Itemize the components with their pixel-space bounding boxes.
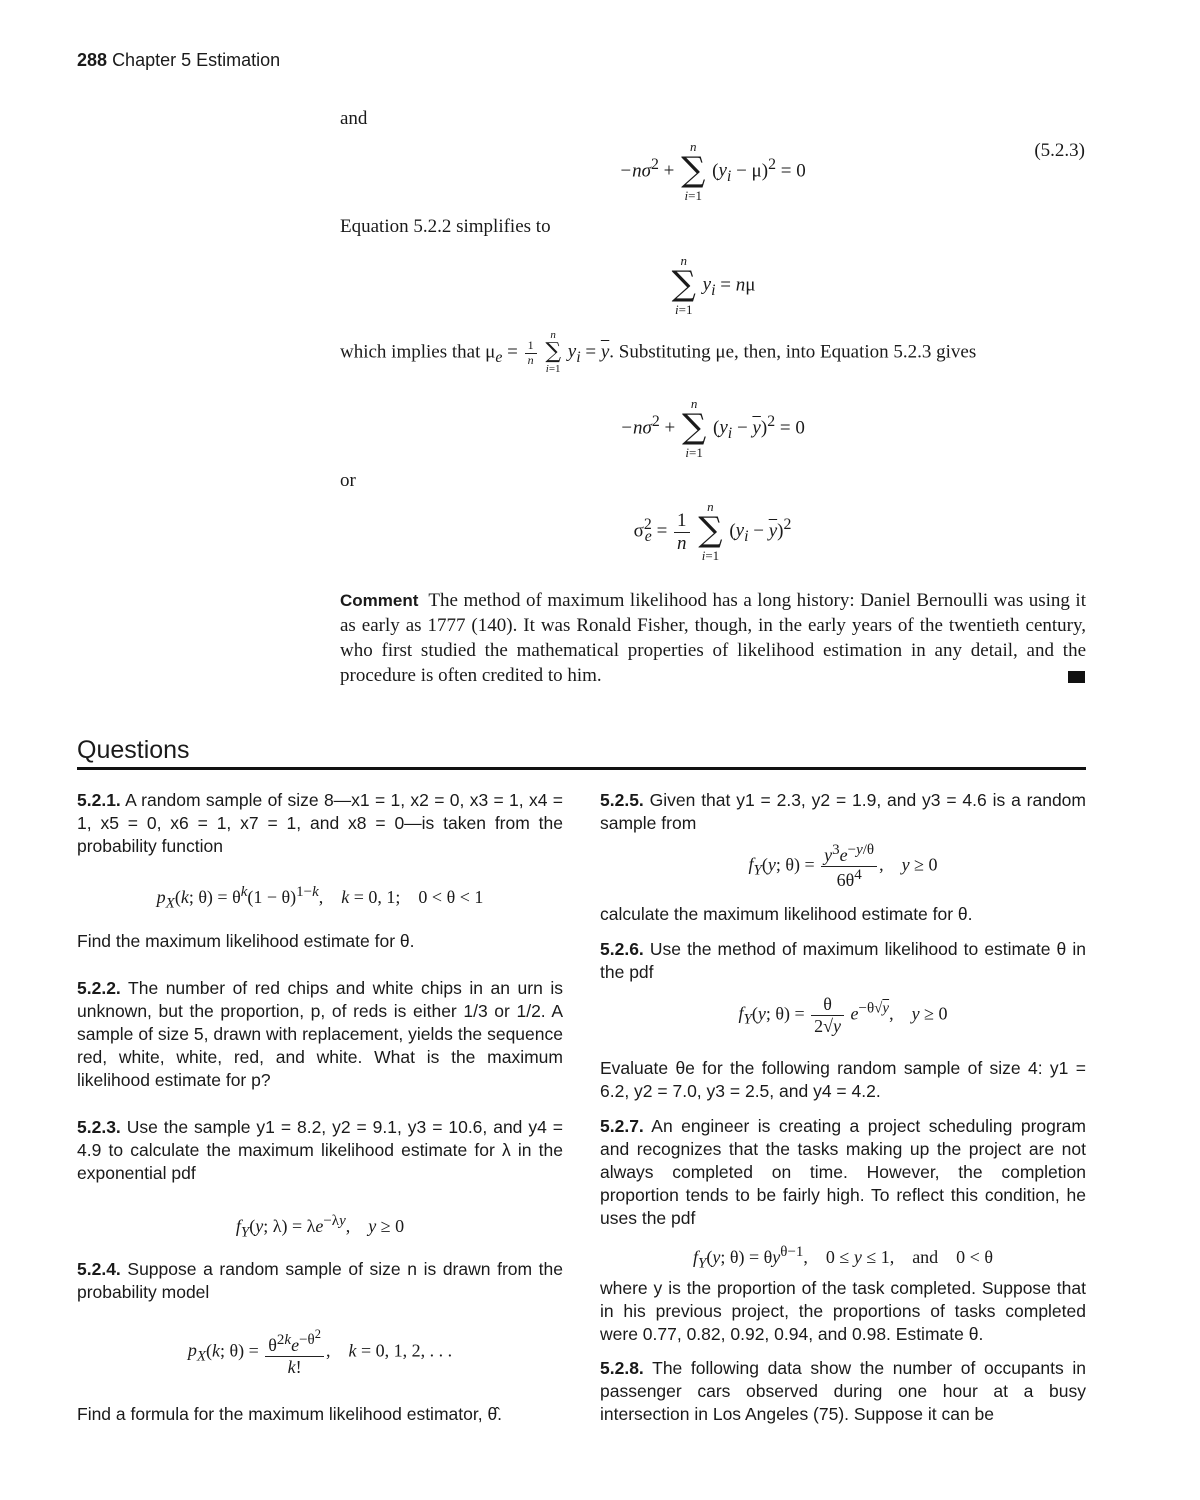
question-text: Given that y1 = 2.3, y2 = 1.9, and y3 = 4.6 is a random sample from [600, 790, 1086, 833]
question-5-2-8 [600, 1357, 1086, 1426]
questions-left-column [77, 789, 563, 1449]
question-5-2-5-after: calculate the maximum likelihood estimate for θ. [600, 904, 973, 924]
equation-q1: $p_X(k$; $\theta) = \theta^k(1 - \theta)^{1-k}$, k = 0, 1; 0 < θ < 1 [156, 884, 484, 912]
question-number: 5.2.5. [600, 790, 644, 810]
question-text: A random sample of size 8—x1 = 1, x2 = 0, x3 = 1, x4 = 1, x5 = 0, x6 = 1, x7 = 1, and x8 = 0—is taken from the probability function [77, 790, 563, 856]
equation-q6: $f_Y(y$; θ) = $\frac{\theta}{2√y}$ $e^{-\theta√y}$, y ≥ 0 [738, 994, 948, 1036]
chapter-title: Chapter 5 Estimation [112, 50, 281, 70]
question-number: 5.2.1. [77, 790, 121, 810]
equation-sigma-estimate: $\sigma^2_e$ = $\frac{1}{n}$ n ∑ i=1 $(y_i - \overline{y})^2$ [633, 499, 792, 563]
question-5-2-4-after: Find a formula for the maximum likelihood estimator, θ̂. [77, 1404, 503, 1424]
question-5-2-1 [77, 789, 563, 858]
question-5-2-4 [77, 1258, 563, 1304]
question-5-2-7 [600, 1115, 1086, 1230]
implies-suffix: . Substituting μe, then, into Equation 5.2.3 gives [609, 341, 977, 363]
question-number: 5.2.7. [600, 1116, 644, 1136]
question-text: Suppose a random sample of size n is drawn from the probability model [77, 1259, 564, 1302]
question-5-2-5 [600, 789, 1086, 835]
page-number: 288 [77, 50, 108, 70]
equation-sum-y: n ∑ i=1 $y_i = n\mu$ [671, 253, 756, 317]
question-5-2-3 [77, 1116, 563, 1185]
question-5-2-6-after: Evaluate θe for the following random sample of size 4: y1 = 6.2, y2 = 7.0, y3 = 2.5, and y4 = 4.2. [600, 1058, 1086, 1101]
equation-number: (5.2.3) [1034, 140, 1085, 161]
equation-substituted: $-n\sigma^2$ + n ∑ i=1 $(y_i - \overline{y})^2 = 0$ [620, 396, 805, 460]
question-text: Use the method of maximum likelihood to estimate θ in the pdf [600, 939, 1086, 982]
question-number: 5.2.3. [77, 1117, 121, 1137]
implies-prefix: which implies that [340, 341, 481, 363]
text-or: or [340, 470, 356, 491]
question-5-2-6 [600, 938, 1086, 984]
questions-right-column [600, 789, 1086, 1449]
comment-paragraph [340, 588, 1086, 688]
equation-5-2-3: $-n\sigma^2$ + n ∑ i=1 $(y_i - \mu)^2 = 0$ (5.2.3) [619, 139, 1085, 203]
question-number: 5.2.2. [77, 978, 121, 998]
text-and: and [340, 108, 368, 129]
questions-heading: Questions [77, 736, 190, 764]
text-simplifies: Equation 5.2.2 simplifies to [340, 216, 551, 237]
question-5-2-1-after: Find the maximum likelihood estimate for θ. [77, 931, 415, 951]
equation-q3: $f_Y(y$; $\lambda) = \lambda e^{-\lambda y}$, y ≥ 0 [235, 1213, 405, 1241]
question-number: 5.2.6. [600, 939, 644, 959]
question-5-2-2 [77, 977, 563, 1092]
comment-label: Comment [340, 591, 419, 610]
question-number: 5.2.4. [77, 1259, 121, 1279]
question-number: 5.2.8. [600, 1358, 644, 1378]
equation-q7: $f_Y(y$; $\theta) = \theta y^{\theta-1}$, 0 ≤ y ≤ 1, and 0 < θ [693, 1244, 993, 1272]
question-text: The following data show the number of occupants in passenger cars observed during one hour at a busy intersection in Los Angeles (75). Suppose it can be [600, 1358, 1087, 1424]
end-of-comment-mark [1068, 671, 1085, 683]
question-5-2-7-after: where y is the proportion of the task completed. Suppose that in his previous project, the proportions of tasks completed were 0.77, 0.82, 0.92, 0.94, and 0.98. Estimate θ. [600, 1278, 1086, 1344]
questions-rule [77, 767, 1086, 770]
running-head [77, 50, 280, 71]
text-implies: which implies that $\mu_e$ = $\frac{1}{n}$ n ∑ i=1 $y_i = \overline{y}$. Substituting μe, then, into Equation 5.2.3 gives [340, 329, 977, 375]
question-text: The number of red chips and white chips in an urn is unknown, but the proportion, p, of reds is either 1/3 or 1/2. A sample of size 5, drawn with replacement, yields the sequence red, white, white, red, and white. What is the maximum likelihood estimate for p? [77, 978, 563, 1090]
question-text: Use the sample y1 = 8.2, y2 = 9.1, y3 = 10.6, and y4 = 4.9 to calculate the maximum likelihood estimate for λ in the exponential pdf [77, 1117, 563, 1183]
equation-q5: $f_Y(y$; θ) = $\frac{y^3e^{-y/\theta}}{6\theta^4}$ , y ≥ 0 [748, 842, 938, 890]
equation-q4: $p_X(k$; θ) = $\frac{\theta^{2k}e^{-\theta^2}}{k!}$ , k = 0, 1, 2, . . . [187, 1327, 453, 1377]
question-text: An engineer is creating a project scheduling program and recognizes that the tasks making up the project are not always completed on time. However, the completion proportion tends to be fairly high. To reflect this condition, he uses the pdf [600, 1116, 1086, 1228]
comment-body: The method of maximum likelihood has a long history: Daniel Bernoulli was using it as early as 1777 (140). It was Ronald Fisher, though, in the early years of the twentieth century, who first studied the mathematical properties of likelihood estimation in any detail, and the procedure is often credited to him. [340, 590, 1086, 686]
